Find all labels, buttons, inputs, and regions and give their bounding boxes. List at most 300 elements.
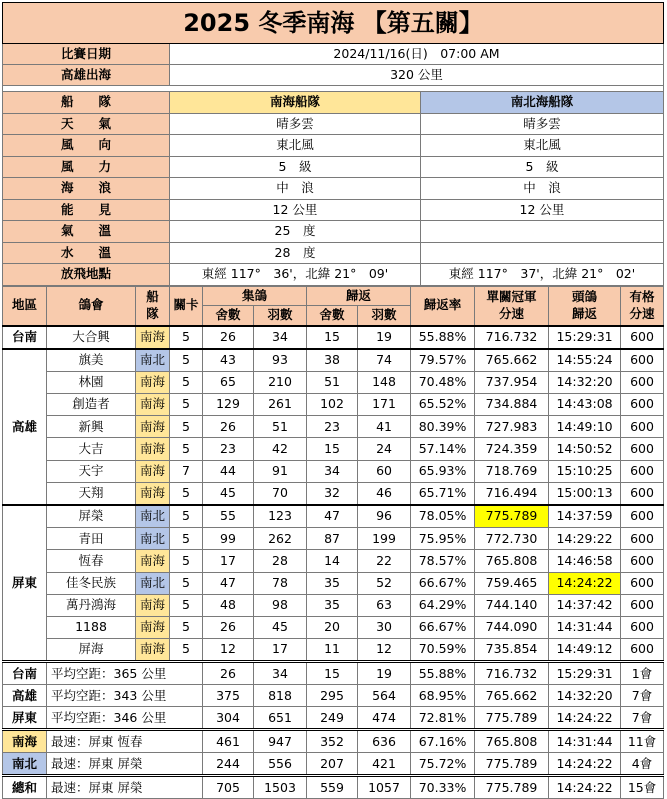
summary-note-cell: 最速：屏東 屏榮: [47, 753, 203, 776]
total-row: [3, 776, 664, 799]
collected-birds-cell: 17: [254, 639, 307, 662]
winner-speed-cell: 775.789: [475, 776, 549, 799]
fleet-cell: 南海: [136, 371, 170, 393]
winner-speed-cell: 765.808: [475, 730, 549, 753]
winner-speed-cell: 724.359: [475, 438, 549, 460]
results-sheet: [2, 2, 663, 799]
collected-birds-cell: 947: [254, 730, 307, 753]
collected-birds-cell: 51: [254, 416, 307, 438]
collected-lofts-cell: 375: [203, 685, 254, 707]
qualifying-speed-header-line-1: 有格: [621, 291, 663, 304]
club-cell: 屏榮: [47, 505, 136, 528]
returned-birds-cell: 46: [358, 482, 411, 505]
region-header: 地區: [3, 286, 47, 326]
collected-birds-cell: 98: [254, 594, 307, 616]
south-fleet-value: 28 度: [170, 242, 421, 264]
return-rate-cell: 70.59%: [411, 639, 475, 662]
first-return-header-line-2: 歸返: [549, 308, 620, 321]
south-fleet-value: 東北風: [170, 135, 421, 157]
first-return-cell: 14:31:44: [549, 730, 621, 753]
weather-row: [3, 178, 664, 200]
first-return-cell: 14:32:20: [549, 685, 621, 707]
winner-speed-header-line-1: 單關冠軍: [475, 291, 548, 304]
stage-cell: 5: [170, 438, 203, 460]
qualifying-speed-header-line-2: 分速: [621, 308, 663, 321]
collected-birds-cell: 1503: [254, 776, 307, 799]
winner-speed-cell: 735.854: [475, 639, 549, 662]
returned-birds-cell: 30: [358, 616, 411, 638]
fleet-cell: 南北: [136, 349, 170, 372]
weather-table: [3, 92, 664, 286]
weather-label: 氣 溫: [3, 221, 170, 243]
returned-lofts-cell: 47: [307, 505, 358, 528]
club-cell: 佳冬民族: [47, 572, 136, 594]
qualifying-speed-cell: 600: [621, 326, 664, 349]
collected-birds-cell: 28: [254, 550, 307, 572]
table-row: [3, 371, 664, 393]
summary-body: [3, 662, 664, 799]
collected-lofts-cell: 55: [203, 505, 254, 528]
collected-lofts-cell: 23: [203, 438, 254, 460]
fleet-cell: 南海: [136, 639, 170, 662]
first-return-cell: 14:50:52: [549, 438, 621, 460]
table-row: [3, 460, 664, 482]
collected-birds-cell: 78: [254, 572, 307, 594]
collected-lofts-cell: 705: [203, 776, 254, 799]
first-return-cell: 14:24:22: [549, 707, 621, 730]
first-return-cell: 14:55:24: [549, 349, 621, 372]
return-rate-cell: 65.93%: [411, 460, 475, 482]
first-return-cell: 14:24:22: [549, 776, 621, 799]
return-rate-cell: 78.57%: [411, 550, 475, 572]
weather-row: [3, 113, 664, 135]
qualifying-speed-cell: 600: [621, 572, 664, 594]
winner-speed-header-line-2: 分速: [475, 308, 548, 321]
collected-birds-header: 羽數: [254, 306, 307, 326]
return-rate-cell: 75.72%: [411, 753, 475, 776]
first-return-cell: 14:43:08: [549, 394, 621, 416]
returned-birds-cell: 19: [358, 662, 411, 685]
weather-row: [3, 242, 664, 264]
collected-birds-cell: 34: [254, 326, 307, 349]
south-fleet-value: 5 級: [170, 156, 421, 178]
table-row: [3, 416, 664, 438]
collected-birds-cell: 123: [254, 505, 307, 528]
collected-birds-cell: 93: [254, 349, 307, 372]
winner-speed-cell: 765.662: [475, 685, 549, 707]
table-row: [3, 550, 664, 572]
table-row: [3, 616, 664, 638]
region-cell: 台南: [3, 326, 47, 349]
first-return-cell: 14:49:12: [549, 639, 621, 662]
fleet-cell: 南海: [136, 616, 170, 638]
return-rate-cell: 67.16%: [411, 730, 475, 753]
collected-lofts-cell: 47: [203, 572, 254, 594]
return-rate-cell: 70.48%: [411, 371, 475, 393]
winner-speed-cell: 772.730: [475, 528, 549, 550]
weather-row: [3, 221, 664, 243]
stage-cell: 5: [170, 639, 203, 662]
fleet-cell: 南海: [136, 394, 170, 416]
distance-label: 高雄出海: [3, 65, 170, 86]
table-row: [3, 482, 664, 505]
fleet-cell: 南海: [136, 416, 170, 438]
qualifying-speed-cell: 15會: [621, 776, 664, 799]
winner-speed-cell: 744.090: [475, 616, 549, 638]
collected-lofts-cell: 26: [203, 416, 254, 438]
summary-note-cell: 平均空距：343 公里: [47, 685, 203, 707]
qualifying-speed-cell: 600: [621, 349, 664, 372]
summary-region-cell: 南海: [3, 730, 47, 753]
fleet-summary-row: [3, 753, 664, 776]
weather-label: 風 力: [3, 156, 170, 178]
summary-note-cell: 最速：屏東 屏榮: [47, 776, 203, 799]
returned-birds-cell: 74: [358, 349, 411, 372]
first-return-cell: 15:29:31: [549, 326, 621, 349]
club-cell: 林園: [47, 371, 136, 393]
race-info-table: [2, 2, 664, 286]
return-rate-cell: 70.33%: [411, 776, 475, 799]
club-cell: 大合興: [47, 326, 136, 349]
collected-lofts-cell: 304: [203, 707, 254, 730]
qualifying-speed-cell: 600: [621, 528, 664, 550]
race-date-value: 2024/11/16(日) 07:00 AM: [170, 44, 664, 65]
summary-region-cell: 高雄: [3, 685, 47, 707]
winner-speed-cell: 716.732: [475, 326, 549, 349]
fleet-header-line-2: 隊: [136, 308, 169, 321]
returned-birds-cell: 96: [358, 505, 411, 528]
qualifying-speed-cell: 7會: [621, 707, 664, 730]
collected-birds-cell: 651: [254, 707, 307, 730]
winner-speed-cell: 775.789: [475, 753, 549, 776]
collected-lofts-cell: 48: [203, 594, 254, 616]
qualifying-speed-cell: 600: [621, 505, 664, 528]
page-title: 2025 冬季南海 【第五關】: [3, 3, 664, 44]
club-cell: 屏海: [47, 639, 136, 662]
table-row: [3, 572, 664, 594]
stage-cell: 5: [170, 550, 203, 572]
qualifying-speed-cell: 600: [621, 482, 664, 505]
table-row: [3, 394, 664, 416]
north-fleet-value: 東經 117° 37'，北緯 21° 02': [421, 264, 664, 286]
returned-lofts-header: 舍數: [307, 306, 358, 326]
returned-lofts-cell: 352: [307, 730, 358, 753]
distance-value: 320 公里: [170, 65, 664, 86]
summary-note-cell: 最速：屏東 恆春: [47, 730, 203, 753]
first-return-cell: 14:49:10: [549, 416, 621, 438]
return-rate-cell: 78.05%: [411, 505, 475, 528]
returned-lofts-cell: 51: [307, 371, 358, 393]
returned-birds-cell: 60: [358, 460, 411, 482]
returned-lofts-cell: 38: [307, 349, 358, 372]
collected-birds-cell: 262: [254, 528, 307, 550]
returned-birds-cell: 63: [358, 594, 411, 616]
results-table: [2, 286, 664, 799]
results-body: [3, 326, 664, 662]
fleet-cell: 南海: [136, 460, 170, 482]
fleet-cell: 南海: [136, 482, 170, 505]
returned-lofts-cell: 87: [307, 528, 358, 550]
returned-birds-cell: 1057: [358, 776, 411, 799]
fleet-cell: 南北: [136, 572, 170, 594]
qualifying-speed-cell: 7會: [621, 685, 664, 707]
first-return-cell: 14:24:22: [549, 572, 621, 594]
return-rate-cell: 66.67%: [411, 572, 475, 594]
collected-lofts-cell: 45: [203, 482, 254, 505]
north-fleet-value: 5 級: [421, 156, 664, 178]
first-return-cell: 15:29:31: [549, 662, 621, 685]
club-cell: 旗美: [47, 349, 136, 372]
fleet-cell: 南海: [136, 594, 170, 616]
fleet-header: [136, 286, 170, 326]
table-row: [3, 528, 664, 550]
fleet-cell: 南北: [136, 528, 170, 550]
winner-speed-cell: 737.954: [475, 371, 549, 393]
first-return-cell: 15:10:25: [549, 460, 621, 482]
collected-birds-cell: 70: [254, 482, 307, 505]
north-fleet-value: [421, 221, 664, 243]
fleet-cell: 南北: [136, 505, 170, 528]
collected-birds-cell: 34: [254, 662, 307, 685]
collected-lofts-cell: 461: [203, 730, 254, 753]
winner-speed-cell: 775.789: [475, 707, 549, 730]
returned-lofts-cell: 35: [307, 594, 358, 616]
club-cell: 天翔: [47, 482, 136, 505]
collected-lofts-cell: 44: [203, 460, 254, 482]
collected-birds-cell: 45: [254, 616, 307, 638]
returned-lofts-cell: 559: [307, 776, 358, 799]
stage-cell: 5: [170, 416, 203, 438]
returned-lofts-cell: 207: [307, 753, 358, 776]
winner-speed-cell: 716.732: [475, 662, 549, 685]
returned-lofts-cell: 15: [307, 662, 358, 685]
returned-birds-cell: 12: [358, 639, 411, 662]
stage-cell: 5: [170, 482, 203, 505]
returned-lofts-cell: 249: [307, 707, 358, 730]
returned-birds-cell: 199: [358, 528, 411, 550]
collected-lofts-cell: 26: [203, 662, 254, 685]
winner-speed-cell: 775.789: [475, 505, 549, 528]
qualifying-speed-cell: 4會: [621, 753, 664, 776]
south-fleet-value: 晴多雲: [170, 113, 421, 135]
first-return-cell: 14:31:44: [549, 616, 621, 638]
fleet-cell: 南海: [136, 438, 170, 460]
table-row: [3, 438, 664, 460]
returned-lofts-cell: 35: [307, 572, 358, 594]
winner-speed-cell: 759.465: [475, 572, 549, 594]
collected-lofts-cell: 12: [203, 639, 254, 662]
weather-label: 放飛地點: [3, 264, 170, 286]
stage-cell: 5: [170, 326, 203, 349]
summary-note-cell: 平均空距：346 公里: [47, 707, 203, 730]
collected-lofts-cell: 129: [203, 394, 254, 416]
returned-lofts-cell: 23: [307, 416, 358, 438]
club-cell: 創造者: [47, 394, 136, 416]
returned-lofts-cell: 15: [307, 438, 358, 460]
winner-speed-cell: 734.884: [475, 394, 549, 416]
returned-birds-cell: 22: [358, 550, 411, 572]
winner-speed-cell: 765.808: [475, 550, 549, 572]
collected-lofts-cell: 65: [203, 371, 254, 393]
qualifying-speed-cell: 600: [621, 550, 664, 572]
return-rate-cell: 68.95%: [411, 685, 475, 707]
collected-birds-cell: 261: [254, 394, 307, 416]
qualifying-speed-cell: 600: [621, 594, 664, 616]
table-row: [3, 326, 664, 349]
fleet-header-line-1: 船: [136, 291, 169, 304]
return-rate-cell: 65.71%: [411, 482, 475, 505]
first-return-cell: 14:32:20: [549, 371, 621, 393]
return-rate-header: 歸返率: [411, 286, 475, 326]
club-cell: 天宇: [47, 460, 136, 482]
returned-lofts-cell: 15: [307, 326, 358, 349]
collected-lofts-cell: 26: [203, 326, 254, 349]
winner-speed-cell: 765.662: [475, 349, 549, 372]
return-rate-cell: 75.95%: [411, 528, 475, 550]
returned-birds-cell: 41: [358, 416, 411, 438]
stage-cell: 5: [170, 616, 203, 638]
collected-lofts-cell: 26: [203, 616, 254, 638]
first-return-cell: 14:37:42: [549, 594, 621, 616]
club-cell: 新興: [47, 416, 136, 438]
north-fleet-value: [421, 242, 664, 264]
returned-birds-cell: 171: [358, 394, 411, 416]
returned-lofts-cell: 34: [307, 460, 358, 482]
collected-birds-cell: 818: [254, 685, 307, 707]
collected-lofts-cell: 43: [203, 349, 254, 372]
weather-label: 風 向: [3, 135, 170, 157]
table-row: [3, 639, 664, 662]
stage-cell: 5: [170, 572, 203, 594]
weather-row: [3, 156, 664, 178]
first-return-header: [549, 286, 621, 326]
qualifying-speed-cell: 600: [621, 371, 664, 393]
collected-birds-cell: 91: [254, 460, 307, 482]
weather-label: 水 溫: [3, 242, 170, 264]
region-summary-row: [3, 707, 664, 730]
return-rate-cell: 66.67%: [411, 616, 475, 638]
weather-label: 海 浪: [3, 178, 170, 200]
south-fleet-value: 25 度: [170, 221, 421, 243]
returned-lofts-cell: 102: [307, 394, 358, 416]
club-cell: 青田: [47, 528, 136, 550]
returned-birds-header: 羽數: [358, 306, 411, 326]
weather-label: 船 隊: [3, 92, 170, 114]
club-header: 鴿會: [47, 286, 136, 326]
first-return-cell: 14:37:59: [549, 505, 621, 528]
summary-note-cell: 平均空距：365 公里: [47, 662, 203, 685]
results-header-row: [3, 286, 664, 306]
return-rate-cell: 57.14%: [411, 438, 475, 460]
collected-lofts-cell: 99: [203, 528, 254, 550]
table-row: [3, 594, 664, 616]
weather-label: 天 氣: [3, 113, 170, 135]
collected-birds-cell: 42: [254, 438, 307, 460]
qualifying-speed-cell: 600: [621, 639, 664, 662]
summary-region-cell: 台南: [3, 662, 47, 685]
return-rate-cell: 79.57%: [411, 349, 475, 372]
south-fleet-value: 中 浪: [170, 178, 421, 200]
returned-birds-cell: 19: [358, 326, 411, 349]
qualifying-speed-cell: 600: [621, 438, 664, 460]
stage-cell: 5: [170, 594, 203, 616]
stage-cell: 5: [170, 505, 203, 528]
first-return-cell: 14:24:22: [549, 753, 621, 776]
weather-label: 能 見: [3, 199, 170, 221]
first-return-cell: 15:00:13: [549, 482, 621, 505]
region-cell: 高雄: [3, 349, 47, 505]
return-rate-cell: 64.29%: [411, 594, 475, 616]
returned-birds-cell: 148: [358, 371, 411, 393]
weather-row: [3, 264, 664, 286]
returned-lofts-cell: 14: [307, 550, 358, 572]
stage-cell: 7: [170, 460, 203, 482]
winner-speed-cell: 727.983: [475, 416, 549, 438]
region-summary-row: [3, 662, 664, 685]
returned-birds-cell: 52: [358, 572, 411, 594]
collected-lofts-header: 舍數: [203, 306, 254, 326]
qualifying-speed-cell: 600: [621, 616, 664, 638]
qualifying-speed-header: [621, 286, 664, 326]
return-rate-cell: 55.88%: [411, 662, 475, 685]
table-row: [3, 505, 664, 528]
winner-speed-cell: 744.140: [475, 594, 549, 616]
returned-birds-cell: 24: [358, 438, 411, 460]
return-rate-cell: 80.39%: [411, 416, 475, 438]
results-header: [3, 286, 664, 326]
fleet-summary-row: [3, 730, 664, 753]
fleet-cell: 南海: [136, 550, 170, 572]
qualifying-speed-cell: 600: [621, 394, 664, 416]
qualifying-speed-cell: 11會: [621, 730, 664, 753]
race-date-label: 比賽日期: [3, 44, 170, 65]
region-summary-row: [3, 685, 664, 707]
winner-speed-header: [475, 286, 549, 326]
winner-speed-cell: 716.494: [475, 482, 549, 505]
fleet-header-row: [3, 92, 664, 114]
stage-cell: 5: [170, 394, 203, 416]
north-fleet-value: 晴多雲: [421, 113, 664, 135]
collected-birds-cell: 556: [254, 753, 307, 776]
north-fleet-header: 南北海船隊: [421, 92, 664, 114]
summary-region-cell: 總和: [3, 776, 47, 799]
summary-region-cell: 南北: [3, 753, 47, 776]
returned-birds-cell: 421: [358, 753, 411, 776]
north-fleet-value: 東北風: [421, 135, 664, 157]
south-fleet-header: 南海船隊: [170, 92, 421, 114]
region-cell: 屏東: [3, 505, 47, 662]
first-return-cell: 14:46:58: [549, 550, 621, 572]
south-fleet-value: 12 公里: [170, 199, 421, 221]
south-fleet-value: 東經 117° 36'，北緯 21° 09': [170, 264, 421, 286]
returned-lofts-cell: 295: [307, 685, 358, 707]
stage-cell: 5: [170, 371, 203, 393]
returned-birds-cell: 474: [358, 707, 411, 730]
north-fleet-value: 12 公里: [421, 199, 664, 221]
returned-lofts-cell: 11: [307, 639, 358, 662]
club-cell: 1188: [47, 616, 136, 638]
returned-lofts-cell: 20: [307, 616, 358, 638]
weather-row: [3, 199, 664, 221]
north-fleet-value: 中 浪: [421, 178, 664, 200]
first-return-header-line-1: 頭鴿: [549, 291, 620, 304]
stage-cell: 5: [170, 528, 203, 550]
club-cell: 大吉: [47, 438, 136, 460]
stage-header: 關卡: [170, 286, 203, 326]
qualifying-speed-cell: 1會: [621, 662, 664, 685]
first-return-cell: 14:29:22: [549, 528, 621, 550]
summary-region-cell: 屏東: [3, 707, 47, 730]
